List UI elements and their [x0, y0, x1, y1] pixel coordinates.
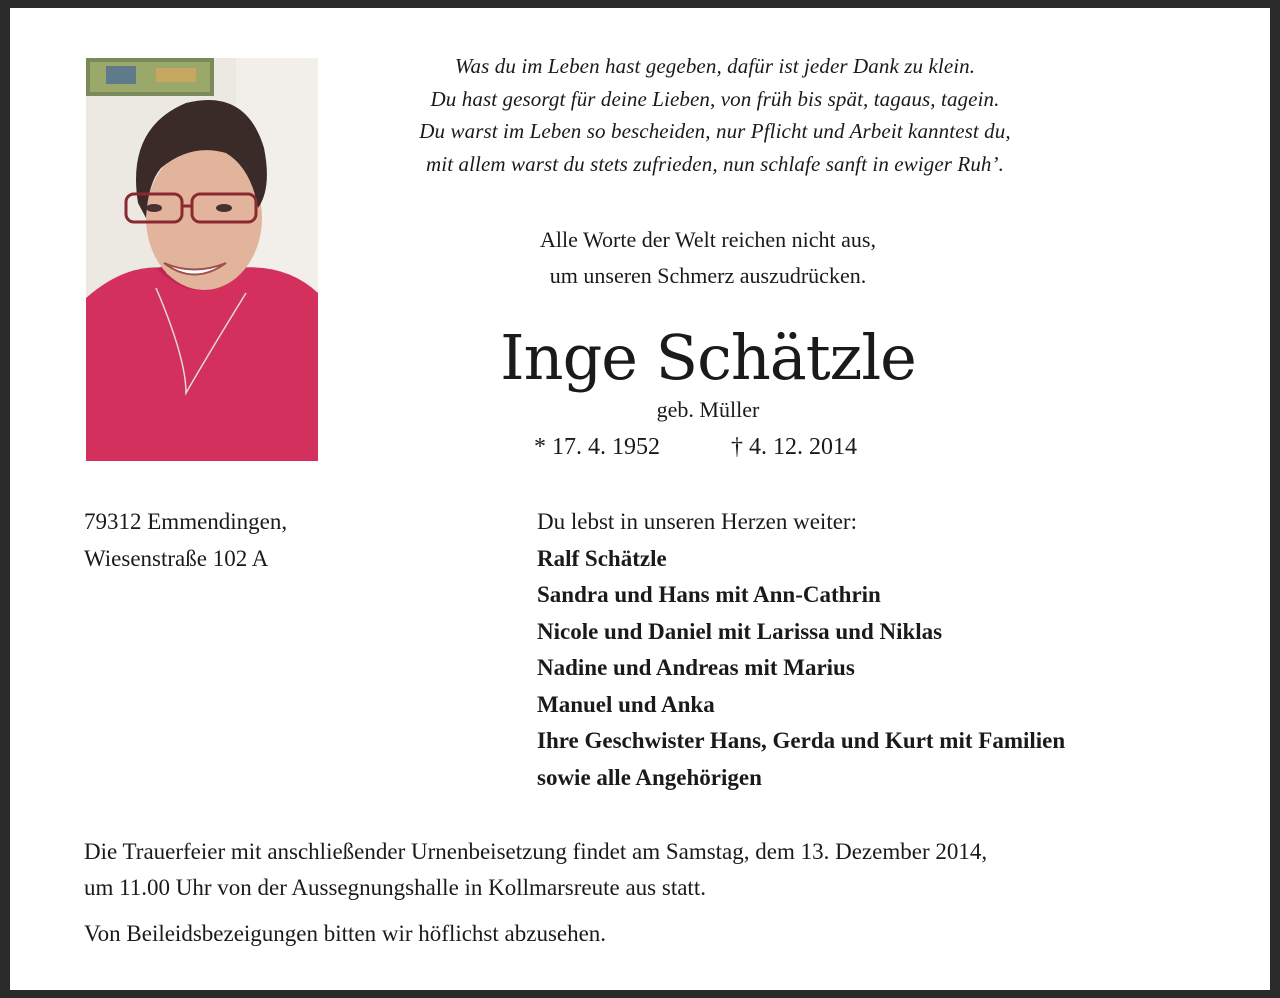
- ceremony-line: Die Trauerfeier mit anschließender Urnenbeisetzung findet am Samstag, dem 13. Dezember 2014,: [84, 839, 988, 864]
- verse-line: Du warst im Leben so bescheiden, nur Pflicht und Arbeit kanntest du,: [419, 119, 1011, 143]
- ceremony-line: um 11.00 Uhr von der Aussegnungshalle in Kollmarsreute aus statt.: [84, 875, 706, 900]
- mourners-list: [537, 504, 1257, 796]
- memorial-verse: [330, 50, 1100, 180]
- funeral-notice: [84, 834, 1234, 952]
- portrait-photo: [86, 58, 318, 461]
- death-date: † 4. 12. 2014: [731, 434, 857, 460]
- mourner-entry: Sandra und Hans mit Ann-Cathrin: [537, 582, 881, 607]
- mourner-entry: Nadine und Andreas mit Marius: [537, 655, 855, 680]
- address-line: 79312 Emmendingen,: [84, 509, 288, 534]
- verse-line: Du hast gesorgt für deine Lieben, von früh bis spät, tagaus, tagein.: [430, 86, 1000, 111]
- verse-line: Was du im Leben hast gegeben, dafür ist jeder Dank zu klein.: [454, 54, 976, 78]
- mourner-entry: Ihre Geschwister Hans, Gerda und Kurt mit Familien: [537, 728, 1066, 753]
- address-block: [84, 504, 444, 577]
- mourners-intro: Du lebst in unseren Herzen weiter:: [537, 509, 857, 534]
- mourner-entry: sowie alle Angehörigen: [537, 764, 762, 790]
- subline-line: Alle Worte der Welt reichen nicht aus,: [540, 227, 876, 252]
- verse-line: mit allem warst du stets zufrieden, nun schlafe sanft in ewiger Ruh’.: [426, 151, 1004, 176]
- mourner-entry: Ralf Schätzle: [537, 545, 667, 571]
- birth-date: * 17. 4. 1952: [534, 434, 660, 460]
- mourner-entry: Manuel und Anka: [537, 691, 715, 717]
- address-line: Wiesenstraße 102 A: [84, 545, 269, 571]
- mourner-entry: Nicole und Daniel mit Larissa und Niklas: [537, 618, 943, 644]
- deceased-name: Inge Schätzle: [500, 321, 916, 394]
- birth-name: geb. Müller: [656, 397, 760, 422]
- condolence-request: Von Beileidsbezeigungen bitten wir höflichst abzusehen.: [84, 921, 607, 946]
- condolence-subline: [420, 222, 996, 294]
- life-dates: [520, 430, 900, 464]
- subline-line: um unseren Schmerz auszudrücken.: [549, 263, 867, 288]
